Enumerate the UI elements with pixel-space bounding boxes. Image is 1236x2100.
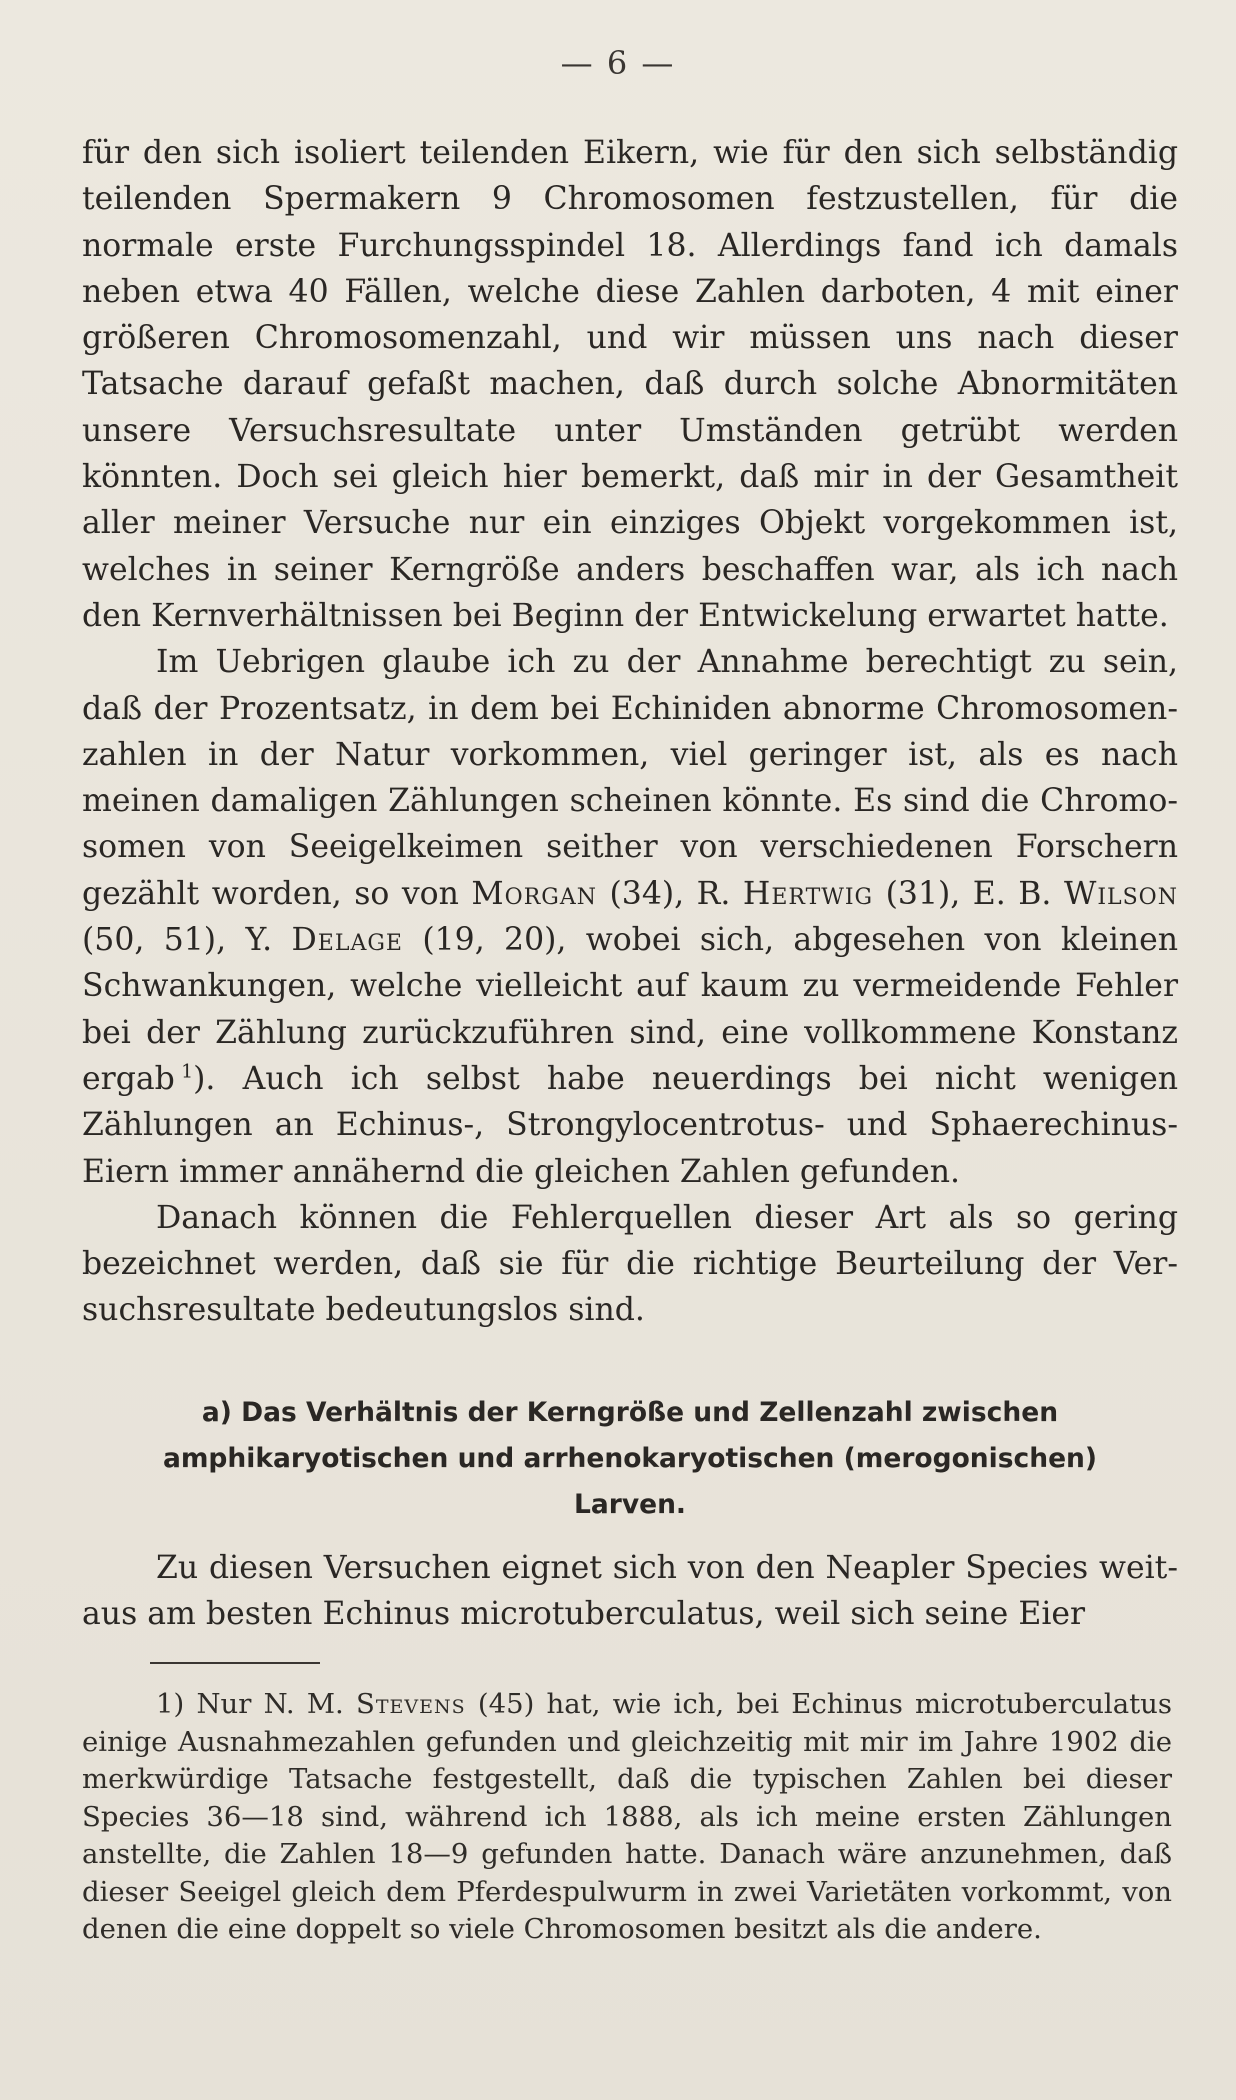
- paragraph-4: Zu diesen Versuchen eignet sich von den Neapler Species weitaus am besten Echinus microtuberculatus, weil sich seine Eier: [82, 1550, 1178, 1633]
- author-delage: Delage: [291, 922, 403, 959]
- author-hertwig: Hertwig: [742, 875, 874, 912]
- section-heading-line-2: amphikaryotischen und arrhenokaryotischen (merogonischen): [162, 1443, 1098, 1474]
- section-heading: [82, 1390, 1178, 1528]
- footnote-text: 1) Nur N. M. Stevens (45) hat, wie ich, bei Echinus microtuberculatus einige Ausnahmezahlen gefunden und gleichzeitig mit mir im Jahre 1902 die merkwürdige Tatsache festgestellt, daß die typischen Zahlen bei dieser Species 36—18 sind, während ich 1888, als ich meine ersten Zählungen anstellte, die Zahlen 18—9 gefunden hatte. Danach wäre anzunehmen, daß dieser Seeigel gleich dem Pferdespulwurm in zwei Varietäten vorkommt, von denen die eine doppelt so viele Chromosomen besitzt als die andere.: [82, 1688, 1172, 1945]
- paragraph-3: Danach können die Fehlerquellen dieser Art als so gering bezeichnet werden, daß sie für die richtige Beurteilung der Versuchsresultate bedeutungslos sind.: [82, 1199, 1178, 1329]
- footnote: [82, 1686, 1172, 1949]
- footnote-reference: 1: [181, 1060, 194, 1083]
- main-text-block: [82, 130, 1178, 1334]
- section-heading-line-3: Larven.: [573, 1489, 687, 1520]
- author-morgan: Morgan: [471, 875, 597, 912]
- paragraph-2: Im Uebrigen glaube ich zu der Annahme berechtigt zu sein, daß der Prozentsatz, in dem bei Echiniden abnorme Chromosomenzahlen in der Natur vorkommen, viel geringer ist, als es nach meinen damaligen Zählungen scheinen könnte. Es sind die Chromosomen von Seeigelkeimen seither von verschiedenen Forschern gezählt worden, so von Morgan (34), R. Hertwig (31), E. B. Wilson (50, 51), Y. Delage (19, 20), wobei sich, abgesehen von kleinen Schwankungen, welche vielleicht auf kaum zu vermeidende Fehler bei der Zählung zurückzuführen sind, eine vollkommene Konstanz ergab $^1$). Auch ich selbst habe neuerdings bei nicht wenigen Zählungen an Echinus-, Strongylocentrotus- und Sphaerechinus-Eiern immer annähernd die gleichen Zahlen gefunden.: [82, 644, 1179, 1190]
- page-number: — 6 —: [560, 44, 676, 82]
- section-heading-line-1: a) Das Verhältnis der Kerngröße und Zellenzahl zwischen: [201, 1397, 1059, 1428]
- section-text-block: [82, 1545, 1178, 1638]
- author-stevens: Stevens: [356, 1688, 466, 1720]
- paragraph-1: für den sich isoliert teilenden Eikern, wie für den sich selbständig teilenden Spermakern 9 Chromosomen festzustellen, für die normale erste Furchungsspindel 18. Allerdings fand ich damals neben etwa 40 Fällen, welche diese Zahlen darboten, 4 mit einer größeren Chromosomenzahl, und wir müssen uns nach dieser Tatsache darauf gefaßt machen, daß durch solche Abnormitäten unsere Versuchsresultate unter Umständen getrübt werden könnten. Doch sei gleich hier bemerkt, daß mir in der Gesamtheit aller meiner Versuche nur ein einziges Objekt vorgekommen ist, welches in seiner Kerngröße anders beschaffen war, als ich nach den Kernverhältnissen bei Beginn der Entwickelung erwartet hatte.: [82, 135, 1178, 634]
- footnote-divider: [150, 1662, 320, 1664]
- author-wilson: Wilson: [1063, 875, 1178, 912]
